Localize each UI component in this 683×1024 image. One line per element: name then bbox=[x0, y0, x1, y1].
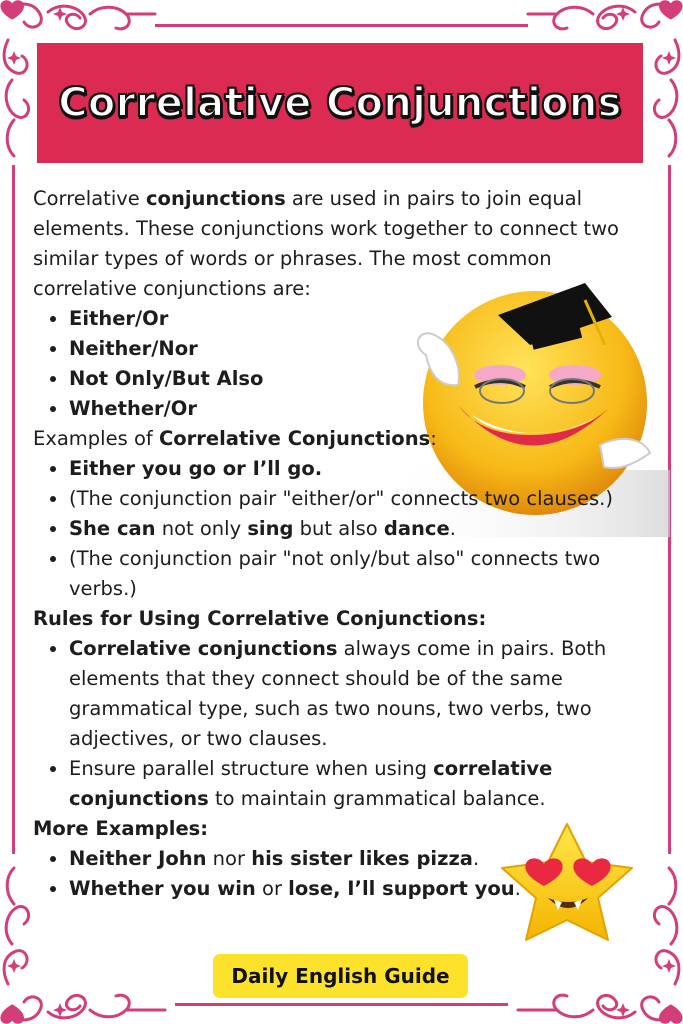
list-item: • Neither John nor his sister likes pizza. bbox=[69, 844, 653, 874]
intro-text: are used in pairs to join equal elements. These conjunctions work together to connect two similar types of words or phrases. The most common correlative conjunctions are: bbox=[33, 187, 619, 300]
list-item: • Neither/Nor bbox=[69, 334, 653, 364]
heart-eyes-star-icon bbox=[492, 820, 642, 945]
footer-badge: Daily English Guide bbox=[213, 954, 468, 998]
frame-top-line bbox=[155, 24, 528, 27]
list-item: • Correlative conjunctions always come in pairs. Both elements that they connect should be of the same grammatical type, such as two nouns, two verbs, two adjectives, or two clauses. bbox=[69, 634, 653, 754]
examples-heading: Examples of Correlative Conjunctions: bbox=[33, 427, 437, 450]
list-item: • Not Only/But Also bbox=[69, 364, 653, 394]
frame-left-line bbox=[12, 165, 15, 854]
list-item: • (The conjunction pair "not only/but also" connects two verbs.) bbox=[69, 544, 653, 604]
intro-bold: conjunctions bbox=[145, 187, 286, 210]
list-item: • Ensure parallel structure when using correlative conjunctions to maintain grammatical balance. bbox=[69, 754, 653, 814]
page-title: Correlative Conjunctions bbox=[58, 80, 622, 126]
article-body bbox=[33, 184, 653, 904]
intro-paragraph bbox=[33, 184, 653, 304]
more-examples-heading: More Examples: bbox=[33, 817, 209, 840]
rules-heading: Rules for Using Correlative Conjunctions: bbox=[33, 607, 487, 630]
list-item: • She can not only sing but also dance. bbox=[69, 514, 653, 544]
common-conjunctions-list bbox=[33, 304, 653, 424]
examples-list bbox=[33, 454, 653, 604]
list-item: • Either you go or I’ll go. bbox=[69, 454, 653, 484]
list-item: • Whether/Or bbox=[69, 394, 653, 424]
list-item: • Either/Or bbox=[69, 304, 653, 334]
intro-text: Correlative bbox=[33, 187, 146, 210]
title-banner bbox=[37, 43, 643, 163]
rules-list bbox=[33, 634, 653, 814]
list-item: • Whether you win or lose, I’ll support you. bbox=[69, 874, 653, 904]
frame-bottom-line bbox=[175, 1003, 508, 1006]
list-item: • (The conjunction pair "either/or" connects two clauses.) bbox=[69, 484, 653, 514]
